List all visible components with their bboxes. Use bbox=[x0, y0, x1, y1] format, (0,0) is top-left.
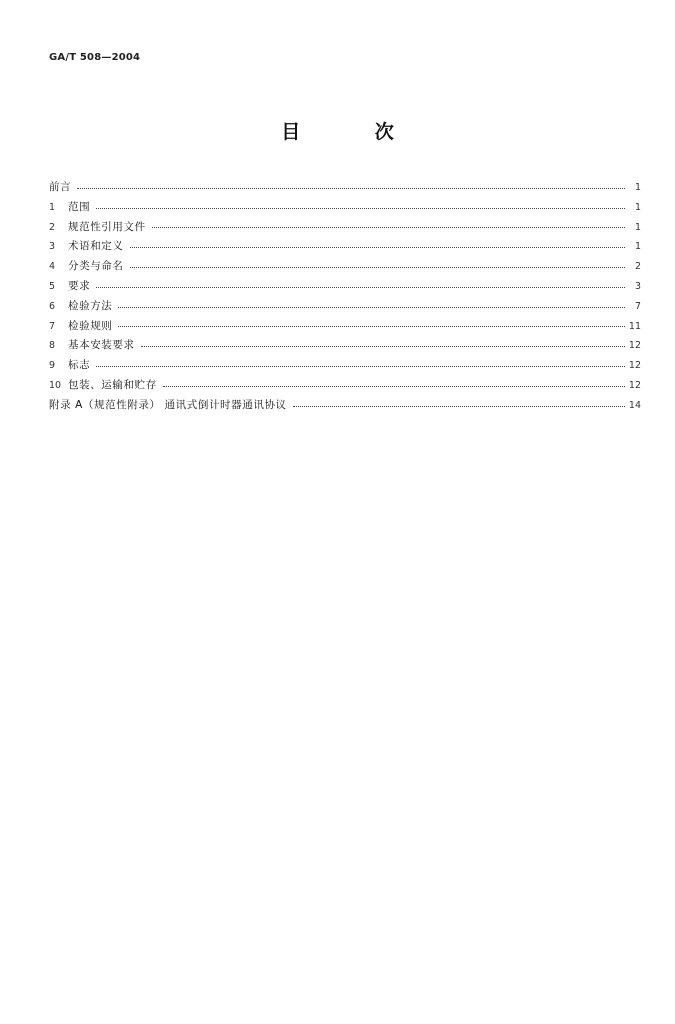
page-title: 目 次 bbox=[281, 121, 428, 143]
toc-entry-label: 附录 A（规范性附录） 通讯式倒计时器通讯协议 bbox=[49, 398, 287, 411]
toc-entry-8[interactable] bbox=[49, 336, 641, 356]
toc-entry-4[interactable] bbox=[49, 257, 641, 277]
toc-entry-page: 2 bbox=[634, 261, 641, 273]
toc-entry-number: 3 bbox=[49, 241, 56, 253]
toc-leader-dots bbox=[293, 406, 625, 407]
toc-leader-dots bbox=[96, 208, 625, 209]
toc-entry-page: 7 bbox=[634, 300, 641, 312]
toc-entry-page: 3 bbox=[634, 280, 641, 292]
toc-entry-2[interactable] bbox=[49, 218, 641, 238]
toc-entry-number: 7 bbox=[49, 320, 56, 332]
toc-entry-page: 12 bbox=[628, 340, 641, 352]
toc-leader-dots bbox=[96, 287, 625, 288]
table-of-contents bbox=[49, 178, 641, 416]
toc-entry-page: 1 bbox=[634, 182, 641, 193]
toc-entry-label: 检验方法 bbox=[68, 299, 113, 312]
toc-leader-dots bbox=[118, 326, 625, 327]
toc-entry-label: 要求 bbox=[68, 279, 91, 292]
toc-entry-label: 包装、运输和贮存 bbox=[68, 378, 157, 391]
toc-leader-dots bbox=[163, 386, 625, 387]
toc-entry-page: 1 bbox=[634, 241, 641, 253]
toc-entry-9[interactable] bbox=[49, 356, 641, 376]
toc-entry-label: 基本安装要求 bbox=[68, 339, 135, 352]
toc-entry-label: 范围 bbox=[68, 200, 91, 213]
toc-entry-number: 1 bbox=[49, 201, 56, 213]
toc-leader-dots bbox=[130, 247, 626, 248]
toc-entry-number: 10 bbox=[49, 379, 62, 391]
toc-entry-page: 14 bbox=[628, 399, 641, 411]
toc-entry-page: 11 bbox=[628, 320, 641, 332]
toc-entry-1[interactable] bbox=[49, 198, 641, 218]
toc-entry-label: 术语和定义 bbox=[68, 240, 124, 253]
toc-entry-label: 标志 bbox=[68, 359, 91, 372]
toc-entry-3[interactable] bbox=[49, 237, 641, 257]
toc-entry-number: 9 bbox=[49, 360, 56, 372]
toc-entry-annex-a[interactable] bbox=[49, 396, 641, 416]
toc-leader-dots bbox=[141, 346, 625, 347]
toc-entry-page: 1 bbox=[634, 221, 641, 233]
standard-code: GA/T 508—2004 bbox=[49, 52, 141, 63]
toc-entry-label: 检验规则 bbox=[68, 319, 113, 332]
toc-entry-5[interactable] bbox=[49, 277, 641, 297]
toc-entry-page: 12 bbox=[628, 379, 641, 391]
toc-entry-foreword[interactable] bbox=[49, 178, 641, 198]
toc-entry-page: 1 bbox=[634, 201, 641, 213]
toc-leader-dots bbox=[118, 307, 625, 308]
toc-entry-number: 4 bbox=[49, 261, 56, 273]
toc-leader-dots bbox=[130, 267, 626, 268]
toc-entry-label: 规范性引用文件 bbox=[68, 220, 146, 233]
toc-entry-10[interactable] bbox=[49, 376, 641, 396]
toc-entry-7[interactable] bbox=[49, 317, 641, 337]
toc-entry-6[interactable] bbox=[49, 297, 641, 317]
toc-leader-dots bbox=[77, 188, 625, 189]
toc-entry-label: 分类与命名 bbox=[68, 260, 124, 273]
toc-leader-dots bbox=[152, 227, 625, 228]
toc-entry-number: 6 bbox=[49, 300, 56, 312]
toc-entry-page: 12 bbox=[628, 360, 641, 372]
toc-entry-number: 5 bbox=[49, 280, 56, 292]
toc-entry-number: 8 bbox=[49, 340, 56, 352]
toc-entry-label: 前言 bbox=[49, 181, 72, 193]
toc-entry-number: 2 bbox=[49, 221, 56, 233]
toc-leader-dots bbox=[96, 366, 625, 367]
